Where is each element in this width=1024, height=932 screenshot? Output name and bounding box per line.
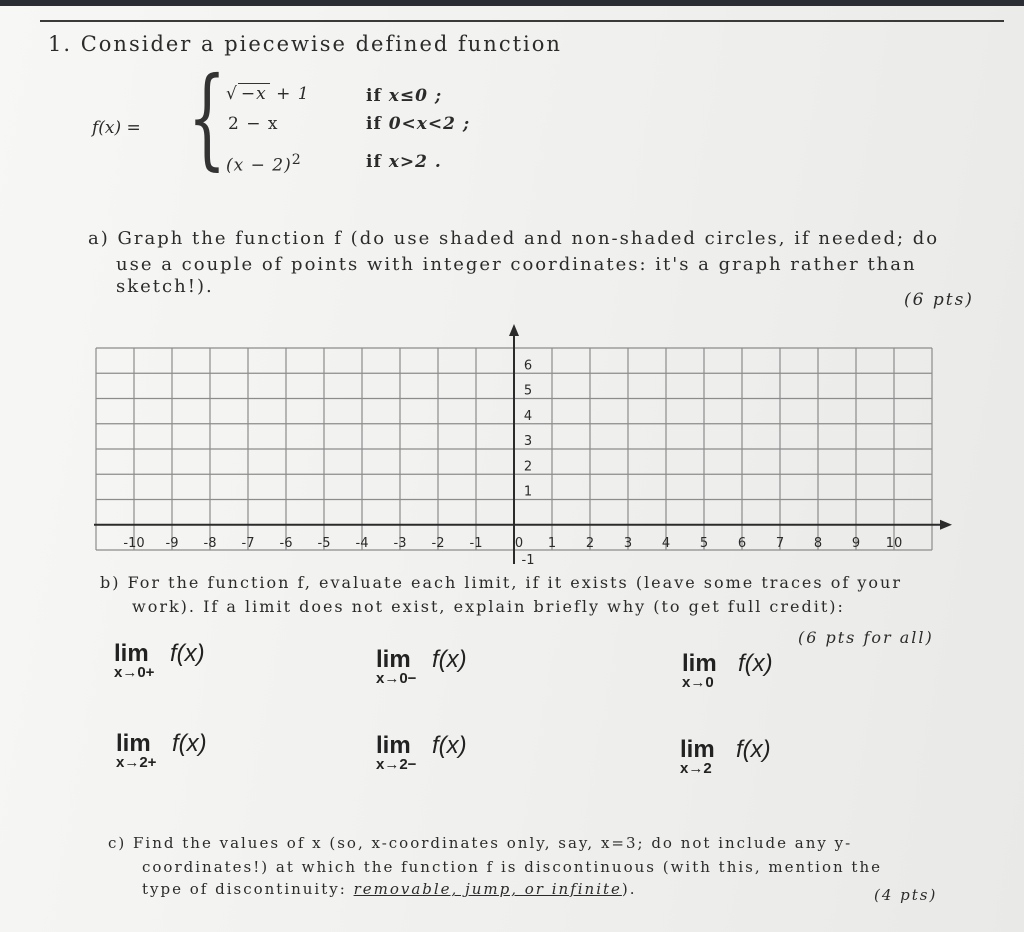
lim-function: f(x) <box>170 640 205 667</box>
x-tick-label: -6 <box>279 535 293 551</box>
part-c-line-3-suffix: ). <box>621 880 637 898</box>
part-c-points: (4 pts) <box>874 886 938 904</box>
lim-function: f(x) <box>738 650 773 677</box>
y-tick-label: 6 <box>523 358 533 374</box>
x-tick-label: 10 <box>885 535 903 551</box>
discontinuity-types: removable, jump, or infinite <box>353 880 622 898</box>
part-a-line-2: use a couple of points with integer coordinates: it's a graph rather than <box>116 254 917 275</box>
condition-text: 0<x<2 ; <box>388 114 471 134</box>
limit-x-to-0-minus <box>376 646 467 687</box>
x-tick-label: -7 <box>241 535 255 551</box>
question-title: 1. Consider a piecewise defined function <box>48 32 562 56</box>
limit-x-to-0 <box>682 650 773 691</box>
lim-subscript: x→2 <box>680 760 712 777</box>
lim-subscript: x→2+ <box>116 754 157 771</box>
piece-1-expression <box>226 84 310 104</box>
x-tick-label: 1 <box>547 535 557 551</box>
x-tick-label: 4 <box>661 535 671 551</box>
piece-2-condition <box>366 114 470 134</box>
x-tick-label: 7 <box>775 535 785 551</box>
x-tick-label: -1 <box>469 535 483 551</box>
x-tick-label: 2 <box>585 535 595 551</box>
if-keyword: if <box>366 86 389 106</box>
if-keyword: if <box>366 114 389 134</box>
limit-x-to-2 <box>680 736 771 777</box>
x-tick-label: 8 <box>813 535 823 551</box>
limit-x-to-0-plus <box>114 640 205 681</box>
limit-x-to-2-minus <box>376 732 467 773</box>
piece-1-condition <box>366 86 442 106</box>
x-tick-label: -8 <box>203 535 217 551</box>
lim-function: f(x) <box>736 736 771 763</box>
x-tick-label: -9 <box>165 535 179 551</box>
sqrt-symbol: √ <box>226 84 238 104</box>
top-rule <box>40 20 1004 22</box>
lim-word: lim <box>114 640 149 667</box>
y-tick-label: 4 <box>523 408 533 424</box>
condition-text: x>2 . <box>388 152 442 172</box>
lim-word: lim <box>682 650 717 677</box>
x-tick-label: 0 <box>514 535 524 551</box>
part-a-line-1: a) Graph the function f (do use shaded and non-shaded circles, if needed; do <box>88 228 940 249</box>
y-tick-label: 5 <box>523 383 533 399</box>
part-b-line-1: b) For the function f, evaluate each limit, if it exists (leave some traces of your <box>100 573 902 592</box>
function-label: f(x) = <box>92 118 141 138</box>
x-tick-label: -3 <box>393 535 407 551</box>
part-a-points: (6 pts) <box>904 290 974 310</box>
grid-svg[interactable] <box>94 322 956 566</box>
lim-subscript: x→2− <box>376 756 417 773</box>
condition-text: x≤0 ; <box>388 86 443 106</box>
piece-3-base: (x − 2) <box>226 155 292 176</box>
lim-subscript: x→0 <box>682 674 714 691</box>
lim-word: lim <box>680 736 715 763</box>
y-tick-label: 3 <box>523 434 533 449</box>
x-tick-label: -4 <box>355 535 369 551</box>
x-tick-label: 6 <box>737 535 747 551</box>
lim-word: lim <box>116 730 151 757</box>
worksheet-page <box>0 6 1024 932</box>
y-axis-arrow <box>509 324 519 336</box>
part-c-line-3 <box>142 878 637 900</box>
lim-function: f(x) <box>172 730 207 757</box>
piece-2-expression: 2 − x <box>228 114 279 134</box>
piece-3-expression <box>226 152 302 176</box>
y-tick-label: -1 <box>521 553 535 566</box>
part-c-line-2: coordinates!) at which the function f is discontinuous (with this, mention the <box>142 858 882 876</box>
limit-x-to-2-plus <box>116 730 207 771</box>
part-a-line-3: sketch!). <box>116 276 214 297</box>
piece-1-rest: + 1 <box>269 84 310 104</box>
x-tick-label: 5 <box>699 535 709 551</box>
left-brace: { <box>187 53 227 181</box>
piece-3-condition <box>366 152 442 172</box>
y-tick-label: 1 <box>523 484 533 500</box>
lim-subscript: x→0− <box>376 670 417 687</box>
part-b-points: (6 pts for all) <box>798 628 934 647</box>
sqrt-radicand: −x <box>238 83 270 104</box>
x-tick-label: -10 <box>123 535 145 551</box>
lim-subscript: x→0+ <box>114 664 155 681</box>
coordinate-grid[interactable] <box>94 322 956 566</box>
lim-word: lim <box>376 646 411 673</box>
y-tick-label: 2 <box>523 459 533 475</box>
x-tick-label: 9 <box>851 535 861 551</box>
part-c-line-3-prefix: type of discontinuity: <box>142 880 354 898</box>
x-axis-arrow <box>940 520 952 530</box>
piece-3-exponent: 2 <box>291 152 302 168</box>
part-c-line-1: c) Find the values of x (so, x-coordinates only, say, x=3; do not include any y- <box>108 834 853 852</box>
lim-function: f(x) <box>432 732 467 759</box>
lim-function: f(x) <box>432 646 467 673</box>
part-b-line-2: work). If a limit does not exist, explain briefly why (to get full credit): <box>132 597 845 616</box>
x-tick-label: 3 <box>623 535 633 551</box>
x-tick-label: -2 <box>431 535 445 551</box>
if-keyword: if <box>366 152 389 172</box>
lim-word: lim <box>376 732 411 759</box>
x-tick-label: -5 <box>317 535 331 551</box>
